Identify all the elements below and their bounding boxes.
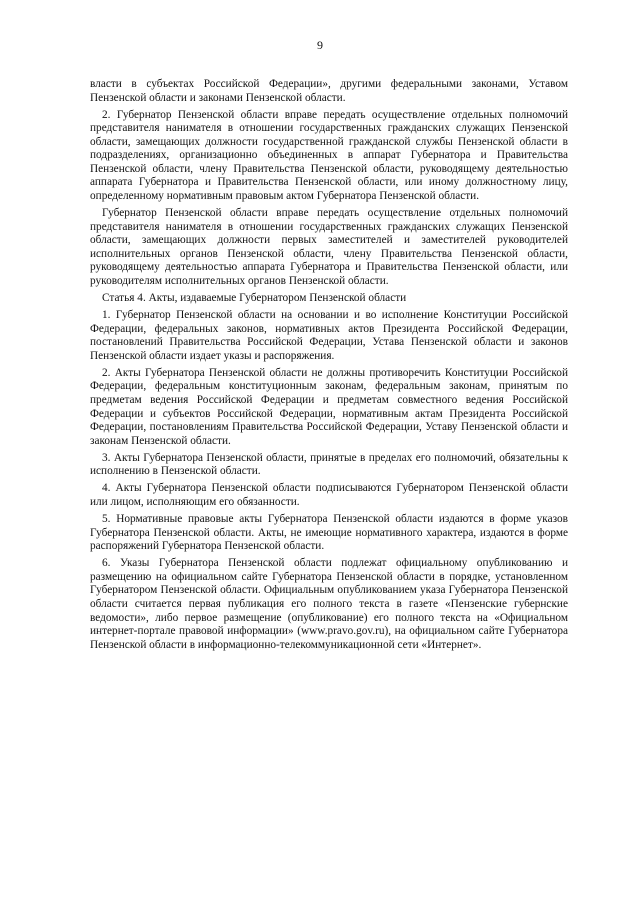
paragraph-article4-clause-3: 3. Акты Губернатора Пензенской области, принятые в пределах его полномочий, обязательны к исполнению в Пензенской области.	[90, 451, 568, 478]
paragraph-article4-clause-1: 1. Губернатор Пензенской области на основании и во исполнение Конституции Российской Федерации, федеральных законов, нормативных актов Президента Российской Федерации, постановлений Правительства Российской Федерации, Устава Пензенской области и законов Пензенской области издает указы и распоряжения.	[90, 309, 568, 362]
paragraph-clause-2: 2. Губернатор Пензенской области вправе передать осуществление отдельных полномочий представителя нанимателя в отношении государственных гражданских служащих Пензенской области, замещающих должности государственной гражданской службы Пензенской области в подразделениях, организационно объединенных в аппарат Губернатора и Правительства Пензенской области, члену Правительства Пензенской области, руководящему деятельностью аппарата Губернатора и Правительства Пензенской области, или иному должностному лицу, определенному нормативным правовым актом Губернатора Пензенской области.	[90, 108, 568, 202]
paragraph-article4-clause-4: 4. Акты Губернатора Пензенской области подписываются Губернатором Пензенской области или лицом, исполняющим его обязанности.	[90, 482, 568, 509]
paragraph-delegation: Губернатор Пензенской области вправе передать осуществление отдельных полномочий представителя нанимателя в отношении государственных гражданских служащих Пензенской области, замещающих должности первых заместителей и заместителей руководителей исполнительных органов Пензенской области, члену Правительства Пензенской области, руководящему деятельностью аппарата Губернатора и Правительства Пензенской области, или руководителям исполнительных органов Пензенской области.	[90, 207, 568, 287]
paragraph-article4-clause-6: 6. Указы Губернатора Пензенской области подлежат официальному опубликованию и размещению на официальном сайте Губернатора Пензенской области в порядке, установленном Губернатором Пензенской области. Официальным опубликованием указа Губернатора Пензенской области считается первая публикация его полного текста в газете «Пензенские губернские ведомости», либо первое размещение (опубликование) его полного текста на «Официальном интернет-портале правовой информации» (www.pravo.gov.ru), на официальном сайте Губернатора Пензенской области в информационно-телекоммуникационной сети «Интернет».	[90, 557, 568, 651]
document-body	[90, 78, 568, 656]
page-number: 9	[317, 38, 323, 52]
paragraph-article4-clause-2: 2. Акты Губернатора Пензенской области не должны противоречить Конституции Российской Федерации, федеральным конституционным законам, федеральным законам, принятым по предметам ведения Российской Федерации и предметам совместного ведения Российской Федерации и субъектов Российской Федерации, нормативным актам Президента Российской Федерации, постановлениям Правительства Российской Федерации, Уставу Пензенской области и законам Пензенской области.	[90, 366, 568, 447]
paragraph-continuation: власти в субъектах Российской Федерации», другими федеральными законами, Уставом Пензенской области и законами Пензенской области.	[90, 78, 568, 104]
article-heading: Статья 4. Акты, издаваемые Губернатором Пензенской области	[102, 291, 407, 304]
paragraph-article4-clause-5: 5. Нормативные правовые акты Губернатора Пензенской области издаются в форме указов Губернатора Пензенской области. Акты, не имеющие нормативного характера, издаются в форме распоряжений Губернатора Пензенской области.	[90, 513, 568, 553]
